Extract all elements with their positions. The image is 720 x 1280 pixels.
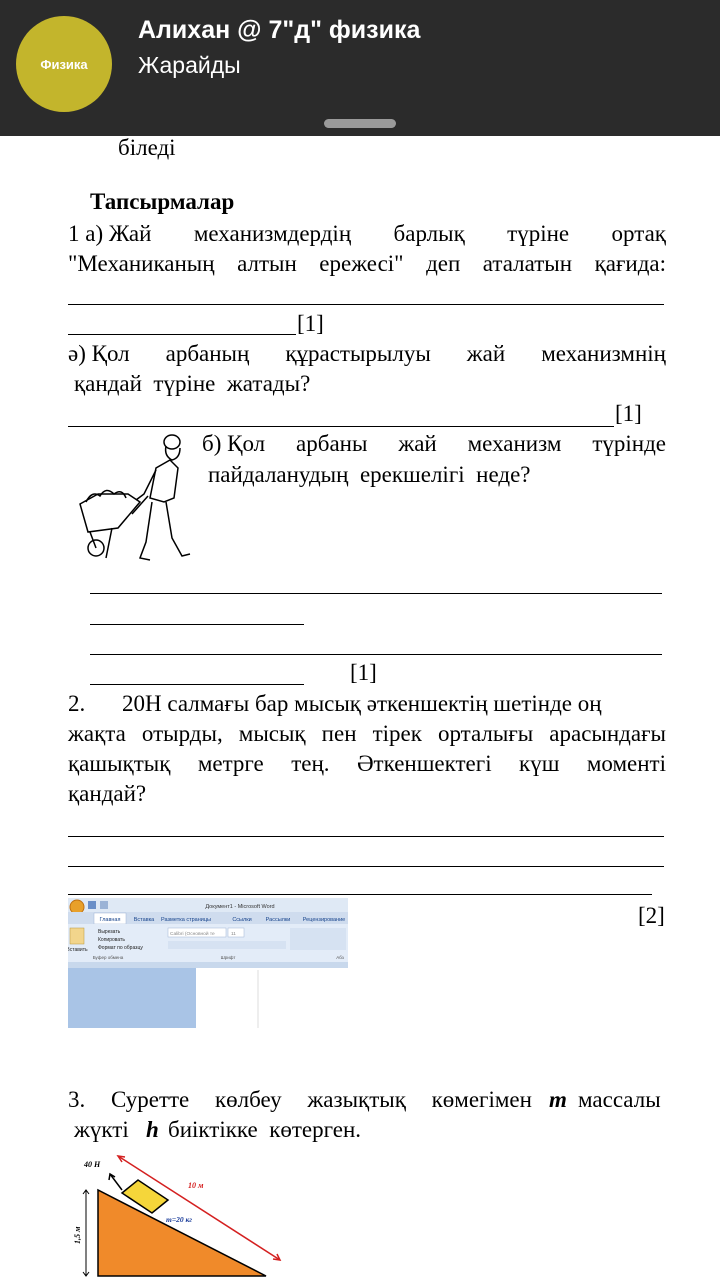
q3-m: m bbox=[549, 1087, 567, 1112]
page-area bbox=[196, 968, 348, 1028]
undo-icon bbox=[100, 901, 108, 909]
incline-triangle bbox=[98, 1190, 266, 1276]
word-title: Документ1 - Microsoft Word bbox=[205, 904, 275, 910]
mark-3: [1] bbox=[350, 660, 377, 685]
chat-avatar[interactable] bbox=[16, 16, 112, 112]
tasks-heading: Тапсырмалар bbox=[90, 189, 235, 214]
q1a-line-1: 1 а) Жай механизмдердің барлық түріне ортақ bbox=[68, 221, 666, 246]
q3-h: h bbox=[146, 1117, 159, 1142]
font-size: 11 bbox=[231, 932, 236, 937]
height-label: 1,5 м bbox=[73, 1226, 82, 1244]
q1b-line-1: б) Қол арбаны жай механизм түрінде bbox=[202, 431, 666, 456]
drag-handle[interactable] bbox=[324, 119, 396, 128]
answer-line bbox=[68, 836, 664, 837]
tab-layout: Разметка страницы bbox=[161, 917, 211, 923]
q3-line-1: 3. Суретте көлбеу жазықтық көмегімен bbox=[68, 1087, 532, 1112]
office-button bbox=[70, 900, 84, 914]
mass-label: m=20 кг bbox=[166, 1215, 193, 1224]
answer-line bbox=[90, 624, 304, 625]
top-fragment: біледі bbox=[118, 135, 176, 160]
force-label: 40 Н bbox=[84, 1160, 101, 1169]
tab-home: Главная bbox=[99, 917, 121, 923]
chat-header bbox=[0, 0, 720, 136]
q2-number: 2. bbox=[68, 691, 86, 716]
answer-line bbox=[68, 334, 296, 335]
cut-label: Вырезать bbox=[98, 929, 121, 935]
font-name: Calibri (Основной те bbox=[170, 932, 215, 937]
clipboard-group: Буфер обмена bbox=[92, 955, 124, 960]
q1ae-line-1: ә) Қол арбаның құрастырылуы жай механизмнің bbox=[68, 341, 666, 366]
page-margin-area bbox=[68, 968, 196, 1028]
wheelbarrow-illustration bbox=[72, 432, 202, 564]
format-painter-label: Формат по образцу bbox=[98, 945, 143, 951]
word-screenshot bbox=[68, 898, 348, 1028]
q1ae-line-2: қандай түріне жатады? bbox=[74, 371, 311, 396]
q2-line-4: қандай? bbox=[68, 781, 147, 806]
answer-line bbox=[90, 593, 662, 594]
answer-line bbox=[68, 866, 664, 867]
paragraph-group: Абз bbox=[336, 955, 344, 960]
word-window bbox=[68, 898, 348, 1028]
q1a-line-2: "Механиканың алтын ережесі" деп аталатын қағида: bbox=[68, 251, 666, 276]
tab-review: Рецензирование bbox=[302, 917, 346, 923]
worker-body bbox=[150, 460, 178, 502]
avatar-text: Физика bbox=[40, 56, 88, 72]
length-label: 10 м bbox=[188, 1181, 204, 1190]
tab-references: Ссылки bbox=[232, 917, 252, 923]
paragraph-buttons bbox=[290, 928, 346, 950]
answer-line bbox=[90, 684, 304, 685]
mark-4: [2] bbox=[638, 903, 665, 928]
save-icon bbox=[88, 901, 96, 909]
paste-label: Вставить bbox=[68, 947, 88, 953]
copy-label: Копировать bbox=[98, 937, 125, 943]
q2-line-1: 20Н салмағы бар мысық әткеншектің шетінде оң bbox=[122, 691, 602, 716]
document-image bbox=[0, 136, 720, 1280]
tab-insert: Вставка bbox=[133, 917, 155, 923]
q2-line-3: қашықтық метрге тең. Әткеншектегі күш моменті bbox=[68, 751, 666, 776]
answer-line bbox=[68, 304, 664, 305]
chat-subtitle: Жарайды bbox=[138, 52, 241, 78]
inclined-plane-diagram bbox=[70, 1150, 290, 1278]
q1b-line-2: пайдаланудың ерекшелігі неде? bbox=[208, 462, 531, 487]
tab-mailings: Рассылки bbox=[265, 917, 291, 923]
q2-line-2: жақта отырды, мысық пен тірек орталығы арасындағы bbox=[68, 721, 666, 746]
answer-line bbox=[68, 894, 652, 895]
answer-line bbox=[90, 654, 662, 655]
q3-line-2-b: биіктікке көтерген. bbox=[168, 1117, 362, 1142]
font-group: Шрифт bbox=[220, 955, 236, 960]
chat-title[interactable]: Алихан @ 7"д" физика bbox=[138, 16, 421, 44]
worker-legs bbox=[140, 502, 190, 560]
q3-line-1-suffix: массалы bbox=[578, 1087, 661, 1112]
format-buttons bbox=[168, 941, 286, 949]
barrow-load bbox=[86, 490, 126, 502]
ruler bbox=[68, 962, 348, 968]
force-arrow bbox=[110, 1174, 122, 1190]
mark-1: [1] bbox=[297, 311, 324, 336]
paste-icon bbox=[70, 928, 84, 944]
barrow-tray bbox=[80, 494, 140, 532]
q3-line-2-a: жүкті bbox=[74, 1117, 129, 1142]
mark-2: [1] bbox=[615, 401, 642, 426]
answer-line bbox=[68, 426, 614, 427]
